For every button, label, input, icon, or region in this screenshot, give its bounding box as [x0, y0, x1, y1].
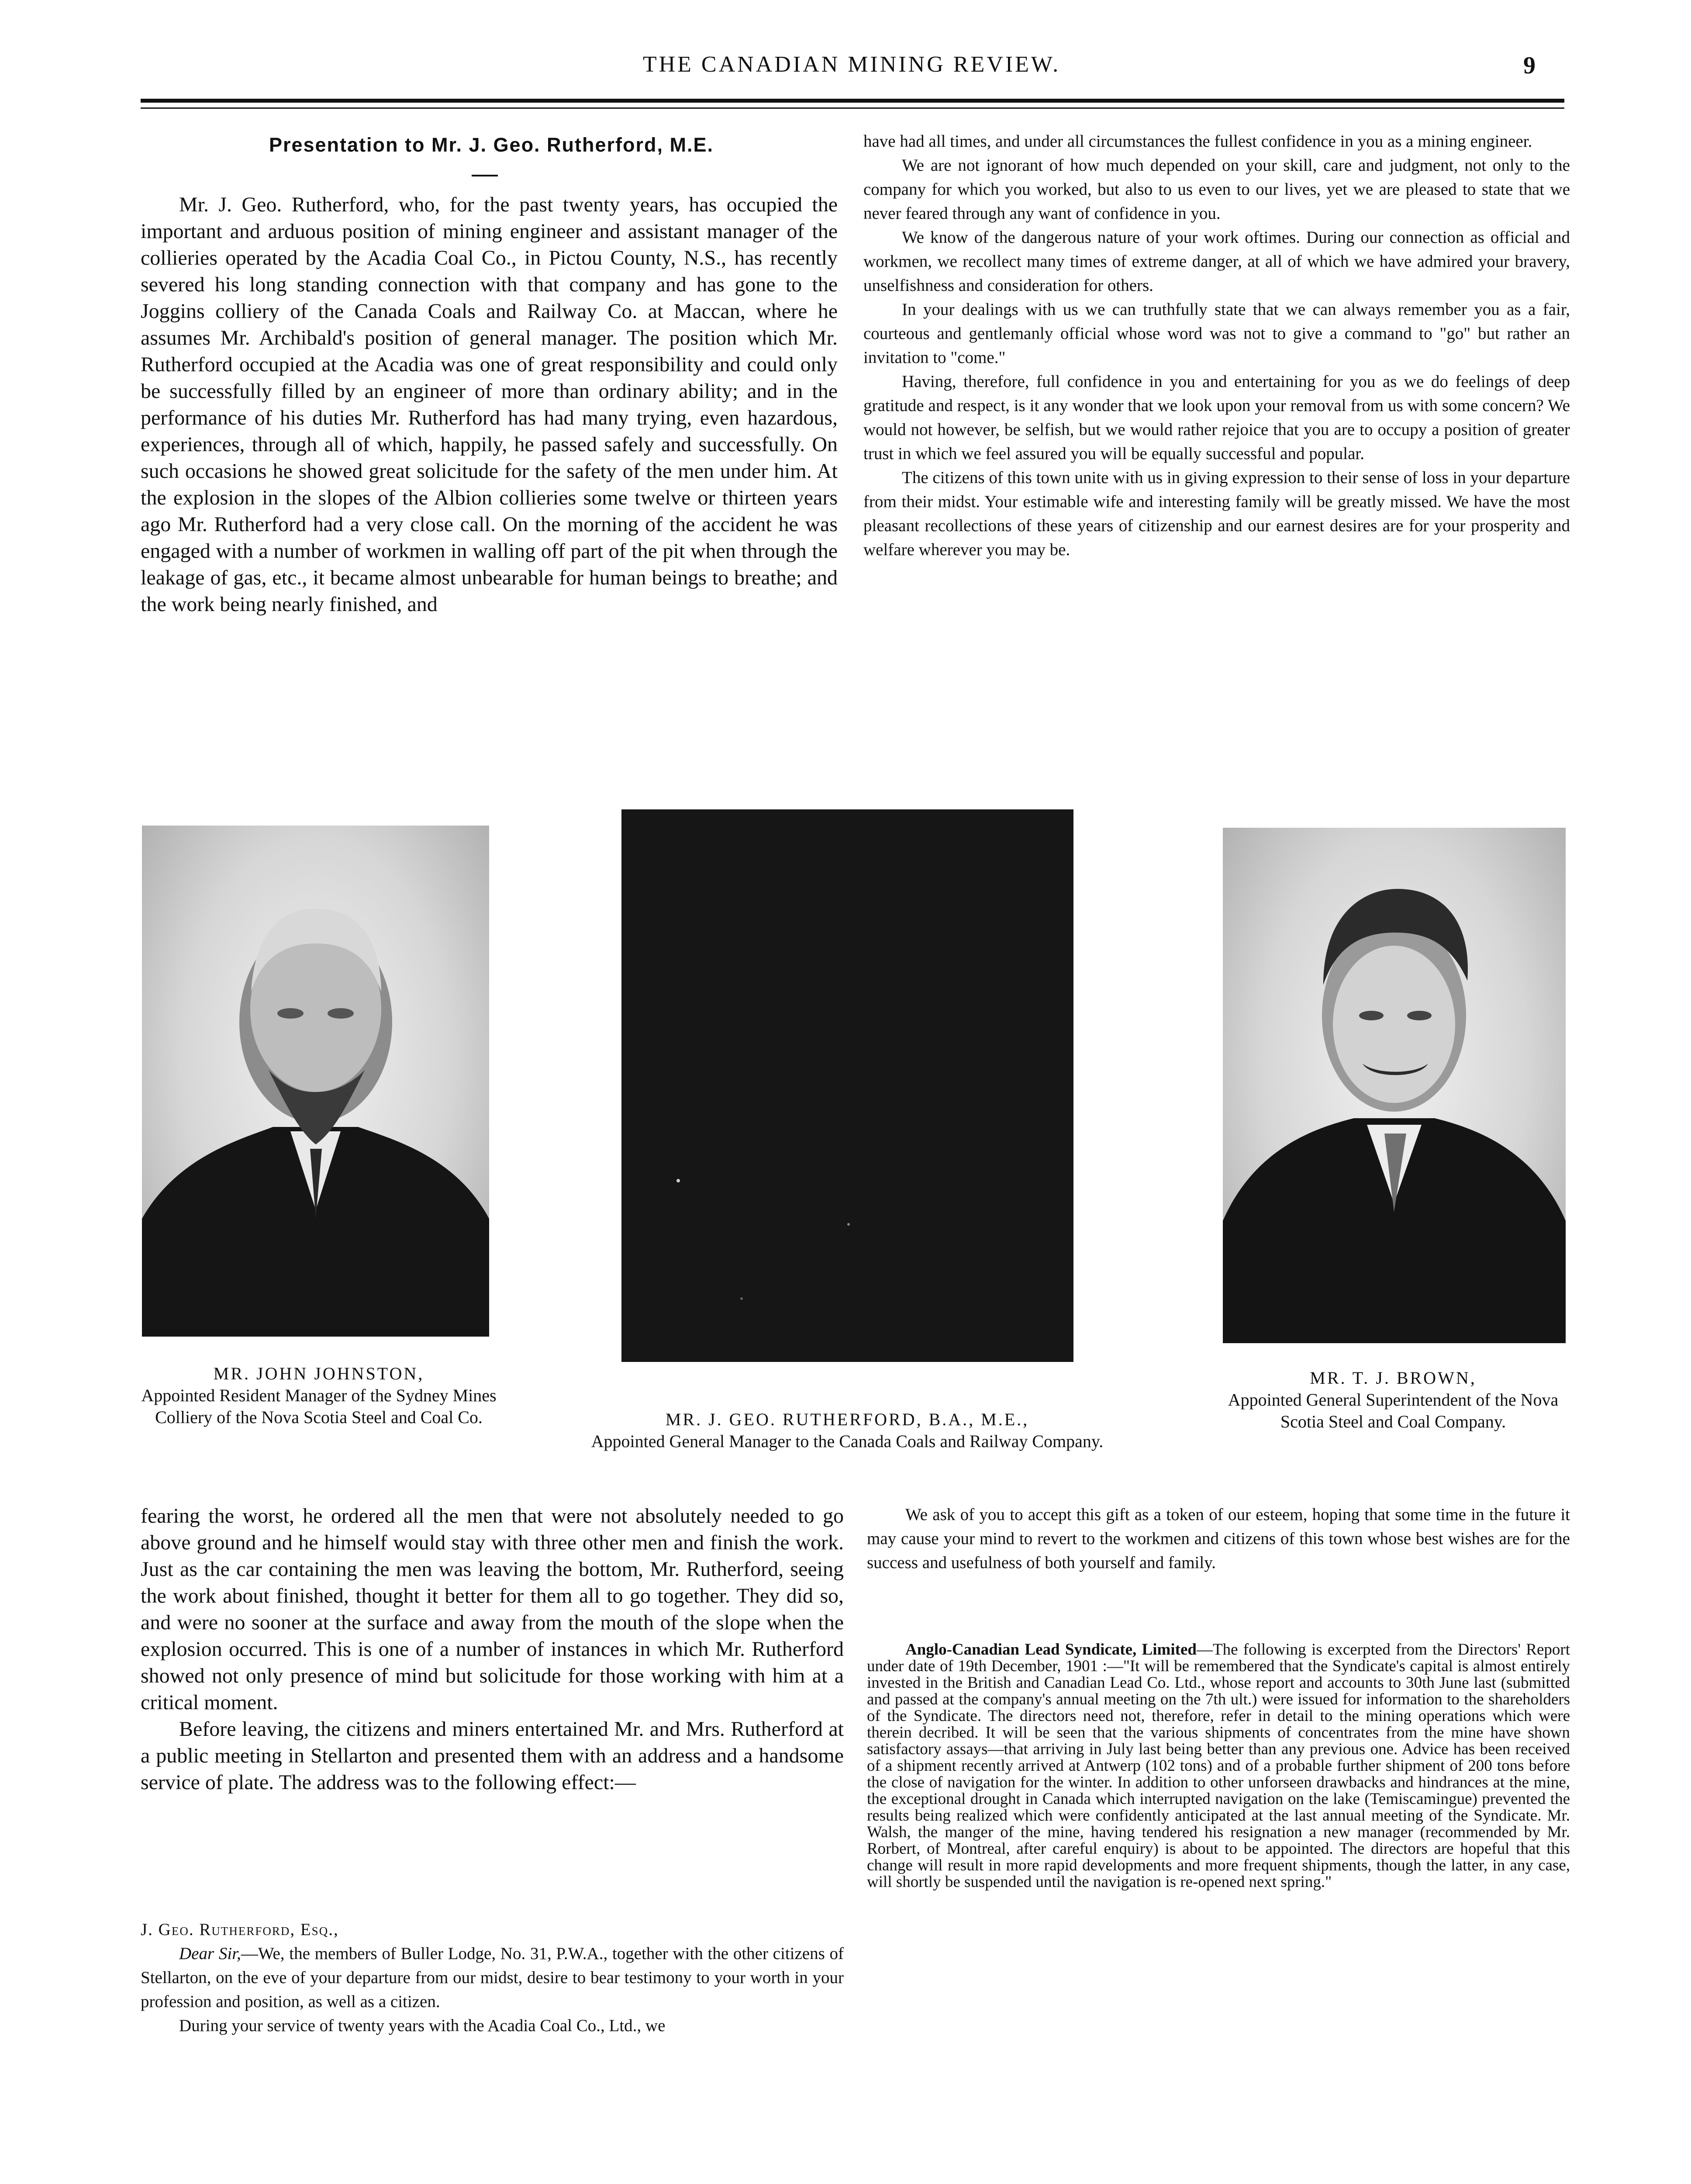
- letter-service: During your service of twenty years with the Acadia Coal Co., Ltd., we: [179, 2016, 666, 2035]
- article-paragraph: Mr. J. Geo. Rutherford, who, for the past twenty years, has occupied the important and arduous position of mining engineer and assistant manager of the collieries operated by the Acadia Coal Co., in Pictou County, N.S., has recently severed his long standing connection with that company and has gone to the Joggins colliery of the Canada Coals and Railway Co. at Maccan, where he assumes Mr. Archibald's position of general manager. The position which Mr. Rutherford occupied at the Acadia was one of great responsibility and could only be successfully filled by an engineer of more than ordinary ability; and in the performance of his duties Mr. Rutherford has had many trying, even hazardous, experiences, through all of which, happily, he passed safely and successfully. On such occasions he showed great solicitude for the safety of the men under him. At the explosion in the slopes of the Albion collieries some twelve or thirteen years ago Mr. Rutherford had a very close call. On the morning of the accident he was engaged with a number of workmen in walling off part of the pit when through the leakage of gas, etc., it became almost unbearable for human beings to breathe; and the work being nearly finished, and: [141, 193, 838, 616]
- caption-text: Appointed Resident Manager of the Sydney Mines Colliery of the Nova Scotia Steel and Coal Co.: [141, 1386, 497, 1427]
- caption-name: MR. T. J. BROWN,: [1310, 1368, 1477, 1388]
- caption-name: MR. J. GEO. RUTHERFORD, B.A., M.E.,: [665, 1410, 1029, 1429]
- address-paragraph: We are not ignorant of how much depended on your skill, care and judgment, not only to the company for which you worked, but also to us even to our lives, yet we are pleased to state that we never feared through any want of confidence in you.: [863, 156, 1570, 223]
- syndicate-paragraph: [867, 1641, 1570, 1890]
- page-number: 9: [1523, 52, 1536, 79]
- portrait-photo-rutherford: [621, 809, 1073, 1362]
- portrait-photo-johnston: [142, 826, 489, 1337]
- portrait-rutherford-figure: [621, 809, 1073, 1362]
- title-dash: [472, 175, 498, 176]
- address-closing: We ask of you to accept this gift as a token of our esteem, hoping that some time in the future it may cause your mind to revert to the workmen and citizens of this town whose best wishes are for the success and usefulness of both yourself and family.: [867, 1505, 1570, 1572]
- caption-name: MR. JOHN JOHNSTON,: [213, 1364, 424, 1383]
- article-left-bottom: [141, 1503, 844, 1796]
- caption-brown: [1210, 1367, 1577, 1433]
- caption-text: Appointed General Manager to the Canada Coals and Railway Company.: [591, 1431, 1104, 1451]
- article-paragraph: Before leaving, the citizens and miners entertained Mr. and Mrs. Rutherford at a public meeting in Stellarton and presented them with an address and a handsome service of plate. The address was to the following effect:—: [141, 1717, 844, 1794]
- portrait-photo-brown: [1223, 828, 1566, 1343]
- address-paragraph: The citizens of this town unite with us in giving expression to their sense of loss in your departure from their midst. Your estimable wife and interesting family will be greatly missed. We have the most pleasant recollections of these years of citizenship and our earnest desires are for your prosperity and welfare wherever you may be.: [863, 468, 1570, 559]
- letter-opening-text: —We, the members of Buller Lodge, No. 31, P.W.A., together with the other citizens of Stellarton, on the eve of your departure from our midst, desire to bear testimony to your worth in your profession and position, as well as a citizen.: [141, 1944, 844, 2011]
- caption-text: Appointed General Superintendent of the Nova Scotia Steel and Coal Company.: [1228, 1390, 1559, 1431]
- letter-opening: [141, 1942, 844, 2014]
- syndicate-body: —The following is excerpted from the Directors' Report under date of 19th December, 1901 :—"It will be remembered that the Syndicate's capital is almost entirely invested in the British and Canadian Lead Co. Ltd., whose report and accounts to 30th June last (submitted and passed at the company's annual meeting on the 7th ult.) were issued for information to the shareholders of the Syndicate. The directors need not, therefore, refer in detail to the mining operations which were therein decribed. It will be seen that the various shipments of concentrates from the mine have shown satisfactory assays—that arriving in July last being better than any previous one. Advice has been received of a shipment recently arrived at Antwerp (102 tons) and of a probable further shipment of 200 tons before the close of navigation for the winter. In addition to other unforseen drawbacks and hindrances at the mine, the exceptional drought in Canada which interrupted navigation on the lake (Temiscamingue) prevented the results being realized which were confidently anticipated at the last annual meeting of the Syndicate. Mr. Walsh, the manger of the mine, having tendered his resignation a new manager (recommended by Mr. Rorbert, of Montreal, after careful enquiry) is about to be appointed. The directors are hopeful that this change will result in more rapid developments and more frequent shipments, though the latter, in any case, will shortly be suspended until the navigation is re-opened next spring.": [867, 1641, 1570, 1891]
- letter-salutation: J. Geo. Rutherford, Esq.,: [141, 1920, 339, 1939]
- article-paragraph: fearing the worst, he ordered all the men that were not absolutely needed to go above ground and he himself would stay with three other men and finish the work. Just as the car containing the men was leaving the bottom, Mr. Rutherford, seeing the work about finished, thought it better for them all to go together. They did so, and were no sooner at the surface and away from the mouth of the slope when the explosion occurred. This is one of a number of instances in which Mr. Rutherford showed not only presence of mind but solicitude for those working with him at a critical moment.: [141, 1504, 844, 1714]
- header-rule-thick: [141, 99, 1564, 103]
- article-title: Presentation to Mr. J. Geo. Rutherford, M.E.: [269, 134, 714, 156]
- caption-rutherford: [590, 1409, 1105, 1452]
- article-right-bottom: [867, 1503, 1570, 1575]
- address-paragraph: In your dealings with us we can truthfully state that we can always remember you as a fair, courteous and gentlemanly official whose word was not to give a command to "go" but rather an invitation to "come.": [863, 300, 1570, 367]
- letter-block: [141, 1918, 844, 2038]
- portrait-brown-figure: [1223, 828, 1566, 1343]
- running-header-title: THE CANADIAN MINING REVIEW.: [642, 52, 1061, 77]
- address-paragraph: We know of the dangerous nature of your work oftimes. During our connection as official and workmen, we recollect many times of extreme danger, at all of which we have admired your bravery, unselfishness and consideration for others.: [863, 228, 1570, 295]
- syndicate-title: Anglo-Canadian Lead Syndicate, Limited: [905, 1641, 1197, 1659]
- dear-sir: Dear Sir,: [179, 1944, 241, 1963]
- syndicate-item: [867, 1641, 1570, 1890]
- portrait-johnston-figure: [142, 826, 489, 1337]
- article-right-top: [863, 129, 1570, 562]
- caption-johnston: [131, 1363, 507, 1428]
- address-paragraph: Having, therefore, full confidence in you and entertaining for you as we do feelings of deep gratitude and respect, is it any wonder that we look upon your removal from us with some concern? We would not however, be selfish, but we would rather rejoice that you are to occupy a position of greater trust in which we feel assured you will be equally successful and popular.: [863, 372, 1570, 463]
- header-rule-thin: [141, 107, 1564, 109]
- article-left-top: [141, 191, 838, 618]
- address-paragraph: have had all times, and under all circumstances the fullest confidence in you as a mining engineer.: [863, 132, 1532, 151]
